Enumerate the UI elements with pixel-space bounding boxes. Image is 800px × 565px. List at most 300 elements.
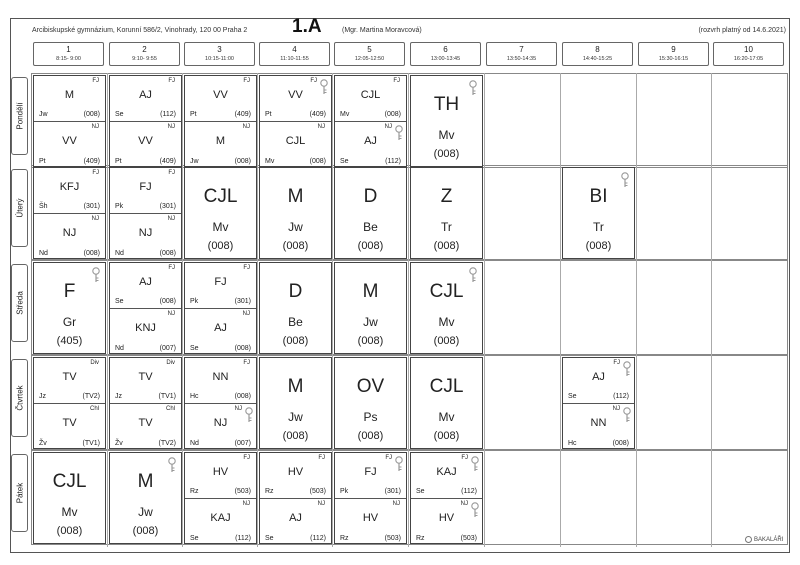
lesson-teacher: Mv <box>61 505 78 519</box>
lesson-teacher: Pk <box>340 488 349 495</box>
lesson-room: (008) <box>282 335 309 347</box>
lesson-half[interactable] <box>260 499 331 545</box>
lesson-half[interactable] <box>110 404 181 450</box>
lesson-teacher: Nd <box>115 250 124 257</box>
lesson-cell[interactable] <box>33 452 106 544</box>
lesson-cell[interactable] <box>259 357 332 449</box>
lesson-cell[interactable] <box>410 452 483 544</box>
lesson-teacher: Pk <box>190 298 199 305</box>
lesson-subject: NN <box>590 417 607 429</box>
lesson-half[interactable] <box>34 358 105 404</box>
lesson-group: Chl <box>89 406 99 412</box>
lesson-group: FJ <box>318 455 325 461</box>
lesson-half[interactable] <box>185 263 256 309</box>
lesson-subject: TV <box>138 371 153 383</box>
lesson-room: (112) <box>461 488 477 495</box>
lesson-room: (007) <box>234 440 251 447</box>
lesson-half[interactable] <box>185 76 256 122</box>
lesson-group: FJ <box>393 78 400 84</box>
key-icon <box>468 267 478 283</box>
lesson-room: (TV1) <box>82 440 100 447</box>
key-icon <box>622 361 632 377</box>
lesson-subject: CJL <box>360 89 381 101</box>
lesson-group: FJ <box>613 360 620 366</box>
lesson-subject: HV <box>438 512 455 524</box>
period-header <box>638 42 709 66</box>
lesson-cell[interactable] <box>259 452 332 544</box>
lesson-teacher: Be <box>363 220 378 234</box>
period-time: 13:00-13:45 <box>430 56 461 62</box>
day-name: Pondělí <box>15 102 24 130</box>
lesson-room: (008) <box>159 298 176 305</box>
lesson-room: (008) <box>207 240 234 252</box>
period-time: 10:15-11:00 <box>205 56 234 62</box>
lesson-subject: F <box>63 281 76 302</box>
lesson-cell[interactable] <box>184 357 257 449</box>
period-time: 13:50-14:35 <box>506 56 537 62</box>
lesson-half[interactable] <box>185 309 256 355</box>
lesson-half[interactable] <box>335 499 406 545</box>
lesson-teacher: Se <box>265 535 274 542</box>
school-address: Arcibiskupské gymnázium, Korunní 586/2, Vinohrady, 120 00 Praha 2 <box>32 27 248 34</box>
lesson-subject: FJ <box>139 181 152 193</box>
lesson-room: (112) <box>235 535 251 542</box>
lesson-teacher: Pt <box>39 158 46 165</box>
lesson-group: Div <box>166 360 175 366</box>
lesson-group: FJ <box>243 265 250 271</box>
lesson-subject: AJ <box>139 276 152 288</box>
lesson-teacher: Mv <box>265 158 275 165</box>
lesson-teacher: Tr <box>593 220 604 234</box>
key-icon <box>394 456 404 472</box>
lesson-subject: CJL <box>429 376 464 397</box>
lesson-subject: NJ <box>62 227 77 239</box>
lesson-teacher: Nd <box>190 440 199 447</box>
lesson-subject: AJ <box>364 135 377 147</box>
lesson-cell[interactable] <box>410 75 483 167</box>
lesson-subject: M <box>287 376 304 397</box>
lesson-group: FJ <box>92 170 99 176</box>
lesson-teacher: Jw <box>138 505 153 519</box>
lesson-subject: OV <box>356 376 385 397</box>
period-number: 6 <box>443 45 448 54</box>
lesson-teacher: Jw <box>363 315 378 329</box>
lesson-cell[interactable] <box>184 262 257 354</box>
lesson-subject: FJ <box>364 466 377 478</box>
period-header <box>410 42 481 66</box>
lesson-cell[interactable] <box>259 75 332 167</box>
lesson-cell[interactable] <box>410 262 483 354</box>
lesson-room: (112) <box>310 535 326 542</box>
key-icon <box>622 407 632 423</box>
lesson-teacher: Hc <box>568 440 577 447</box>
lesson-half[interactable] <box>34 214 105 260</box>
lesson-room: (008) <box>357 240 384 252</box>
lesson-cell[interactable] <box>259 262 332 354</box>
lesson-group: NJ <box>167 124 175 130</box>
lesson-subject: NJ <box>138 227 153 239</box>
lesson-cell[interactable] <box>33 167 106 259</box>
lesson-half[interactable] <box>185 453 256 499</box>
lesson-room: (008) <box>585 240 612 252</box>
period-number: 3 <box>217 45 222 54</box>
lesson-room: (409) <box>234 111 251 118</box>
period-number: 8 <box>595 45 600 54</box>
lesson-cell[interactable] <box>109 262 182 354</box>
lesson-subject: NN <box>212 371 229 383</box>
day-name: Čtvrtek <box>15 385 24 411</box>
lesson-subject: TH <box>433 94 460 115</box>
lesson-teacher: Rz <box>416 535 425 542</box>
lesson-teacher: Mv <box>438 410 455 424</box>
day-label <box>11 359 28 437</box>
lesson-teacher: Tr <box>441 220 452 234</box>
period-number: 2 <box>142 45 147 54</box>
lesson-subject: M <box>287 186 304 207</box>
lesson-teacher: Se <box>190 345 199 352</box>
day-label <box>11 77 28 155</box>
lesson-half[interactable] <box>110 309 181 355</box>
lesson-subject: TV <box>62 417 77 429</box>
lesson-room: (301) <box>234 298 251 305</box>
key-icon <box>244 407 254 423</box>
lesson-subject: VV <box>62 135 77 147</box>
lesson-half[interactable] <box>110 76 181 122</box>
lesson-subject: HV <box>287 466 304 478</box>
lesson-subject: D <box>288 281 303 302</box>
lesson-teacher: Jw <box>190 158 199 165</box>
key-icon <box>167 457 177 473</box>
lesson-half[interactable] <box>411 499 482 545</box>
lesson-room: (TV1) <box>158 393 176 400</box>
lesson-half[interactable] <box>34 122 105 168</box>
lesson-group: FJ <box>461 455 468 461</box>
day-name: Středa <box>15 291 24 315</box>
lesson-group: NJ <box>167 216 175 222</box>
lesson-half[interactable] <box>185 122 256 168</box>
lesson-subject: M <box>362 281 379 302</box>
lesson-cell[interactable] <box>109 75 182 167</box>
period-number: 1 <box>66 45 71 54</box>
lesson-group: FJ <box>243 455 250 461</box>
lesson-teacher: Se <box>115 111 124 118</box>
lesson-group: FJ <box>168 78 175 84</box>
lesson-teacher: Se <box>190 535 199 542</box>
period-header <box>259 42 330 66</box>
lesson-teacher: Se <box>115 298 124 305</box>
lesson-room: (008) <box>384 111 401 118</box>
lesson-teacher: Se <box>340 158 349 165</box>
lesson-subject: KNJ <box>135 322 156 334</box>
lesson-cell[interactable] <box>334 75 407 167</box>
column-divider <box>484 73 485 547</box>
lesson-subject: CJL <box>52 471 87 492</box>
lesson-cell[interactable] <box>259 167 332 259</box>
period-header <box>713 42 784 66</box>
column-divider <box>711 73 712 547</box>
lesson-cell[interactable] <box>562 167 635 259</box>
lesson-room: (008) <box>282 240 309 252</box>
key-icon <box>91 267 101 283</box>
lesson-teacher: Mv <box>438 128 455 142</box>
lesson-cell[interactable] <box>184 167 257 259</box>
lesson-group: Div <box>90 360 99 366</box>
lesson-group: NJ <box>612 406 620 412</box>
lesson-group: NJ <box>460 501 468 507</box>
lesson-subject: HV <box>362 512 379 524</box>
period-time: 11:10-11:55 <box>280 56 309 62</box>
lesson-subject: CJL <box>285 135 306 147</box>
lesson-teacher: Jw <box>39 111 48 118</box>
lesson-group: NJ <box>242 311 250 317</box>
period-time: 8:15- 9:00 <box>56 56 81 62</box>
lesson-room: (008) <box>433 430 460 442</box>
lesson-group: NJ <box>317 124 325 130</box>
lesson-group: NJ <box>91 216 99 222</box>
day-label <box>11 169 28 247</box>
lesson-half[interactable] <box>185 499 256 545</box>
day-label <box>11 264 28 342</box>
period-time: 15:30-16:15 <box>658 56 689 62</box>
lesson-group: FJ <box>243 78 250 84</box>
lesson-room: (008) <box>56 525 83 537</box>
lesson-subject: KAJ <box>436 466 457 478</box>
lesson-teacher: Rz <box>265 488 274 495</box>
lesson-subject: AJ <box>139 89 152 101</box>
lesson-group: FJ <box>310 78 317 84</box>
lesson-half[interactable] <box>563 358 634 404</box>
period-number: 7 <box>519 45 524 54</box>
lesson-group: NJ <box>242 124 250 130</box>
lesson-cell[interactable] <box>109 452 182 544</box>
lesson-room: (008) <box>357 430 384 442</box>
lesson-room: (008) <box>159 250 176 257</box>
column-divider <box>332 73 333 547</box>
lesson-half[interactable] <box>34 168 105 214</box>
lesson-room: (008) <box>282 430 309 442</box>
lesson-teacher: Žv <box>115 440 123 447</box>
lesson-room: (007) <box>159 345 176 352</box>
lesson-group: NJ <box>384 124 392 130</box>
key-icon <box>620 172 630 188</box>
lesson-half[interactable] <box>34 404 105 450</box>
column-divider <box>408 73 409 547</box>
lesson-group: Chl <box>165 406 175 412</box>
lesson-cell[interactable] <box>562 357 635 449</box>
lesson-room: (112) <box>385 158 401 165</box>
column-divider <box>560 73 561 547</box>
lesson-cell[interactable] <box>184 75 257 167</box>
lesson-teacher: Rz <box>340 535 349 542</box>
logo-text: BAKALÁŘI <box>754 537 784 544</box>
lesson-half[interactable] <box>110 122 181 168</box>
lesson-half[interactable] <box>260 76 331 122</box>
lesson-cell[interactable] <box>334 357 407 449</box>
lesson-teacher: Nd <box>39 250 48 257</box>
lesson-room: (008) <box>234 393 251 400</box>
period-time: 12:05-12:50 <box>354 56 385 62</box>
lesson-half[interactable] <box>110 168 181 214</box>
lesson-room: (008) <box>612 440 629 447</box>
day-name: Pátek <box>15 482 24 504</box>
lesson-cell[interactable] <box>33 75 106 167</box>
lesson-half[interactable] <box>335 76 406 122</box>
lesson-teacher: Mv <box>438 315 455 329</box>
lesson-subject: AJ <box>592 371 605 383</box>
lesson-teacher: Pk <box>115 203 124 210</box>
lesson-half[interactable] <box>185 404 256 450</box>
lesson-room: (008) <box>433 240 460 252</box>
lesson-cell[interactable] <box>334 167 407 259</box>
lesson-room: (008) <box>83 111 100 118</box>
column-divider <box>257 73 258 547</box>
lesson-room: (409) <box>83 158 100 165</box>
lesson-half[interactable] <box>110 358 181 404</box>
lesson-room: (301) <box>83 203 100 210</box>
lesson-group: NJ <box>91 124 99 130</box>
lesson-half[interactable] <box>335 122 406 168</box>
lesson-cell[interactable] <box>33 262 106 354</box>
lesson-half[interactable] <box>110 263 181 309</box>
lesson-half[interactable] <box>411 453 482 499</box>
lesson-subject: M <box>137 471 154 492</box>
lesson-teacher: Ps <box>363 410 378 424</box>
lesson-group: NJ <box>392 501 400 507</box>
key-icon <box>470 456 480 472</box>
lesson-group: FJ <box>385 455 392 461</box>
lesson-room: (503) <box>460 535 477 542</box>
lesson-half[interactable] <box>260 122 331 168</box>
lesson-subject: M <box>64 89 75 101</box>
period-header <box>184 42 255 66</box>
key-icon <box>470 502 480 518</box>
lesson-subject: KFJ <box>59 181 80 193</box>
lesson-group: FJ <box>243 360 250 366</box>
lesson-teacher: Se <box>568 393 577 400</box>
lesson-room: (503) <box>234 488 251 495</box>
lesson-group: NJ <box>317 501 325 507</box>
period-number: 4 <box>292 45 297 54</box>
column-divider <box>107 73 108 547</box>
lesson-subject: CJL <box>429 281 464 302</box>
lesson-cell[interactable] <box>334 452 407 544</box>
lesson-subject: M <box>215 135 226 147</box>
lesson-room: (008) <box>309 158 326 165</box>
lesson-subject: BI <box>589 186 608 207</box>
lesson-subject: D <box>363 186 378 207</box>
lesson-subject: Z <box>440 186 453 207</box>
lesson-subject: HV <box>212 466 229 478</box>
lesson-half[interactable] <box>110 214 181 260</box>
lesson-room: (409) <box>159 158 176 165</box>
period-header <box>334 42 405 66</box>
column-divider <box>182 73 183 547</box>
lesson-teacher: Jz <box>39 393 46 400</box>
lesson-cell[interactable] <box>33 357 106 449</box>
lesson-room: (503) <box>384 535 401 542</box>
class-teacher: (Mgr. Martina Moravcová) <box>342 27 422 34</box>
lesson-teacher: Mv <box>340 111 350 118</box>
lesson-group: NJ <box>234 406 242 412</box>
lesson-subject: TV <box>62 371 77 383</box>
lesson-subject: VV <box>138 135 153 147</box>
lesson-subject: AJ <box>289 512 302 524</box>
period-time: 14:40-15:25 <box>582 56 613 62</box>
lesson-room: (TV2) <box>82 393 100 400</box>
lesson-cell[interactable] <box>109 357 182 449</box>
lesson-cell[interactable] <box>334 262 407 354</box>
lesson-room: (008) <box>357 335 384 347</box>
lesson-half[interactable] <box>185 358 256 404</box>
lesson-room: (008) <box>433 335 460 347</box>
day-label <box>11 454 28 532</box>
lesson-half[interactable] <box>563 404 634 450</box>
lesson-room: (008) <box>83 250 100 257</box>
period-time: 16:20-17:05 <box>733 56 764 62</box>
lesson-room: (TV2) <box>158 440 176 447</box>
bakalari-logo <box>745 536 783 543</box>
lesson-teacher: Se <box>416 488 425 495</box>
period-header <box>33 42 104 66</box>
lesson-half[interactable] <box>260 453 331 499</box>
lesson-room: (112) <box>613 393 629 400</box>
lesson-subject: AJ <box>214 322 227 334</box>
column-divider <box>636 73 637 547</box>
lesson-subject: VV <box>213 89 228 101</box>
lesson-teacher: Žv <box>39 440 47 447</box>
lesson-teacher: Pt <box>265 111 272 118</box>
lesson-room: (112) <box>160 111 176 118</box>
lesson-group: NJ <box>167 311 175 317</box>
lesson-teacher: Šh <box>39 203 48 210</box>
period-number: 5 <box>367 45 372 54</box>
lesson-teacher: Hc <box>190 393 199 400</box>
lesson-cell[interactable] <box>184 452 257 544</box>
period-time: 9:10- 9:55 <box>132 56 157 62</box>
lesson-room: (008) <box>234 158 251 165</box>
lesson-room: (008) <box>132 525 159 537</box>
lesson-room: (008) <box>433 148 460 160</box>
period-header <box>109 42 180 66</box>
lesson-cell[interactable] <box>410 167 483 259</box>
class-title: 1.A <box>292 16 322 37</box>
lesson-teacher: Gr <box>62 315 77 329</box>
lesson-room: (301) <box>384 488 401 495</box>
lesson-teacher: Mv <box>212 220 229 234</box>
lesson-room: (008) <box>234 345 251 352</box>
lesson-teacher: Nd <box>115 345 124 352</box>
lesson-subject: KAJ <box>210 512 231 524</box>
lesson-teacher: Jw <box>288 410 303 424</box>
lesson-room: (503) <box>309 488 326 495</box>
gear-icon <box>745 536 752 543</box>
lesson-cell[interactable] <box>410 357 483 449</box>
lesson-half[interactable] <box>335 453 406 499</box>
lesson-group: FJ <box>168 265 175 271</box>
key-icon <box>468 80 478 96</box>
lesson-half[interactable] <box>34 76 105 122</box>
lesson-teacher: Be <box>288 315 303 329</box>
day-name: Úterý <box>15 198 24 218</box>
period-number: 9 <box>671 45 676 54</box>
lesson-group: NJ <box>242 501 250 507</box>
lesson-group: FJ <box>168 170 175 176</box>
lesson-cell[interactable] <box>109 167 182 259</box>
lesson-subject: TV <box>138 417 153 429</box>
lesson-room: (405) <box>56 335 83 347</box>
lesson-subject: VV <box>288 89 303 101</box>
period-number: 10 <box>744 45 753 54</box>
